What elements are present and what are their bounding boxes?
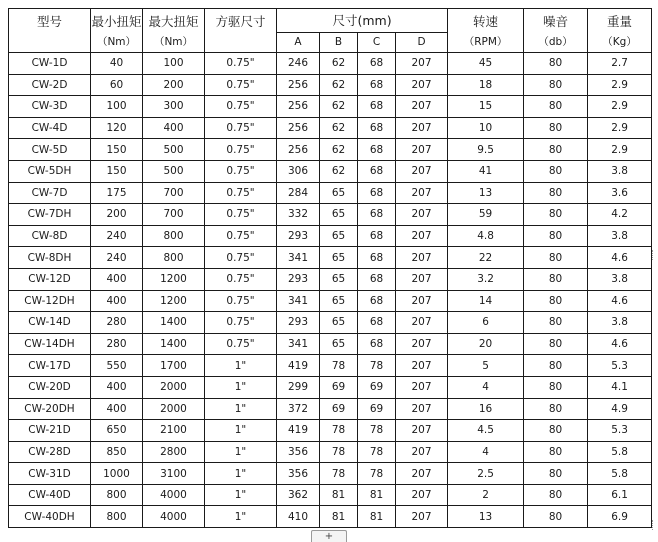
- cell-square-drive: 1": [205, 484, 277, 506]
- add-sheet-button[interactable]: [311, 530, 347, 542]
- cell-dim-b: 81: [320, 506, 358, 528]
- cell-dim-b: 62: [320, 160, 358, 182]
- header-dim-d: D: [396, 32, 448, 52]
- header-model: [9, 9, 91, 53]
- cell-model: CW-12D: [9, 268, 91, 290]
- cell-dim-c: 68: [358, 225, 396, 247]
- header-noise-unit: （db）: [538, 36, 573, 48]
- cell-dim-c: 68: [358, 96, 396, 118]
- cell-dim-d: 207: [396, 290, 448, 312]
- cell-weight: 3.8: [588, 268, 652, 290]
- cell-speed: 20: [448, 333, 524, 355]
- cell-dim-b: 78: [320, 463, 358, 485]
- cell-model: CW-40DH: [9, 506, 91, 528]
- cell-dim-d: 207: [396, 74, 448, 96]
- cell-square-drive: 0.75": [205, 160, 277, 182]
- cell-dim-a: 419: [277, 420, 320, 442]
- cell-dim-d: 207: [396, 160, 448, 182]
- cell-weight: 2.9: [588, 117, 652, 139]
- table-row: [9, 484, 652, 506]
- header-row-1: [9, 9, 652, 33]
- cell-dim-c: 81: [358, 506, 396, 528]
- cell-model: CW-14DH: [9, 333, 91, 355]
- cell-dim-c: 68: [358, 53, 396, 75]
- cell-max-torque: 1200: [143, 268, 205, 290]
- table-row: [9, 225, 652, 247]
- plus-icon: +: [324, 531, 334, 542]
- cell-model: CW-5D: [9, 139, 91, 161]
- cell-min-torque: 240: [91, 247, 143, 269]
- cell-dim-c: 68: [358, 312, 396, 334]
- cell-max-torque: 1700: [143, 355, 205, 377]
- cell-square-drive: 0.75": [205, 74, 277, 96]
- cell-max-torque: 800: [143, 225, 205, 247]
- cell-dim-b: 65: [320, 312, 358, 334]
- cell-max-torque: 2000: [143, 376, 205, 398]
- cell-dim-d: 207: [396, 117, 448, 139]
- cell-square-drive: 0.75": [205, 117, 277, 139]
- header-weight-unit: （Kg）: [602, 36, 637, 48]
- cell-noise: 80: [524, 376, 588, 398]
- cell-max-torque: 400: [143, 117, 205, 139]
- cell-min-torque: 40: [91, 53, 143, 75]
- table-row: [9, 268, 652, 290]
- table-row: [9, 398, 652, 420]
- cell-square-drive: 1": [205, 441, 277, 463]
- cell-max-torque: 4000: [143, 484, 205, 506]
- cell-speed: 10: [448, 117, 524, 139]
- cell-dim-d: 207: [396, 225, 448, 247]
- cell-dim-a: 356: [277, 463, 320, 485]
- cell-dim-a: 293: [277, 225, 320, 247]
- cell-dim-d: 207: [396, 312, 448, 334]
- cell-dim-a: 356: [277, 441, 320, 463]
- table-row: [9, 290, 652, 312]
- cell-dim-a: 332: [277, 204, 320, 226]
- cell-max-torque: 500: [143, 139, 205, 161]
- cell-dim-c: 78: [358, 420, 396, 442]
- cell-dim-d: 207: [396, 182, 448, 204]
- cell-model: CW-3D: [9, 96, 91, 118]
- cell-dim-b: 65: [320, 268, 358, 290]
- cell-noise: 80: [524, 268, 588, 290]
- cell-model: CW-40D: [9, 484, 91, 506]
- cell-dim-b: 69: [320, 376, 358, 398]
- cell-dim-d: 207: [396, 333, 448, 355]
- cell-model: CW-14D: [9, 312, 91, 334]
- cell-square-drive: 1": [205, 463, 277, 485]
- cell-square-drive: 0.75": [205, 333, 277, 355]
- cell-model: CW-31D: [9, 463, 91, 485]
- cell-speed: 3.2: [448, 268, 524, 290]
- cell-noise: 80: [524, 117, 588, 139]
- cell-weight: 5.8: [588, 463, 652, 485]
- table-row: [9, 441, 652, 463]
- table-body: [9, 53, 652, 528]
- cell-dim-b: 69: [320, 398, 358, 420]
- cell-noise: 80: [524, 420, 588, 442]
- cell-min-torque: 200: [91, 204, 143, 226]
- cell-noise: 80: [524, 139, 588, 161]
- cell-dim-a: 293: [277, 312, 320, 334]
- header-dim-b: B: [320, 32, 358, 52]
- cell-dim-a: 410: [277, 506, 320, 528]
- cell-dim-b: 78: [320, 441, 358, 463]
- cell-dim-a: 246: [277, 53, 320, 75]
- cell-model: CW-4D: [9, 117, 91, 139]
- header-dim-a: A: [277, 32, 320, 52]
- cell-square-drive: 1": [205, 398, 277, 420]
- cell-max-torque: 4000: [143, 506, 205, 528]
- table-row: [9, 117, 652, 139]
- cell-min-torque: 1000: [91, 463, 143, 485]
- cell-max-torque: 1200: [143, 290, 205, 312]
- cell-noise: 80: [524, 74, 588, 96]
- cell-dim-d: 207: [396, 463, 448, 485]
- cell-weight: 6.9: [588, 506, 652, 528]
- cell-square-drive: 0.75": [205, 139, 277, 161]
- cell-max-torque: 300: [143, 96, 205, 118]
- cell-weight: 3.8: [588, 160, 652, 182]
- cell-min-torque: 100: [91, 96, 143, 118]
- cell-min-torque: 280: [91, 333, 143, 355]
- cell-max-torque: 1400: [143, 312, 205, 334]
- cell-max-torque: 200: [143, 74, 205, 96]
- cell-speed: 14: [448, 290, 524, 312]
- window-edge-marker: [652, 250, 658, 260]
- cell-dim-b: 62: [320, 117, 358, 139]
- cell-dim-b: 62: [320, 139, 358, 161]
- cell-noise: 80: [524, 506, 588, 528]
- cell-dim-c: 69: [358, 376, 396, 398]
- cell-dim-b: 81: [320, 484, 358, 506]
- cell-noise: 80: [524, 204, 588, 226]
- cell-max-torque: 500: [143, 160, 205, 182]
- table-row: [9, 160, 652, 182]
- cell-model: CW-17D: [9, 355, 91, 377]
- cell-noise: 80: [524, 463, 588, 485]
- cell-min-torque: 400: [91, 290, 143, 312]
- cell-square-drive: 0.75": [205, 53, 277, 75]
- cell-speed: 18: [448, 74, 524, 96]
- cell-dim-b: 65: [320, 204, 358, 226]
- cell-max-torque: 3100: [143, 463, 205, 485]
- cell-model: CW-28D: [9, 441, 91, 463]
- table-row: [9, 312, 652, 334]
- cell-speed: 4: [448, 376, 524, 398]
- cell-dim-d: 207: [396, 139, 448, 161]
- cell-dim-c: 68: [358, 182, 396, 204]
- cell-speed: 5: [448, 355, 524, 377]
- cell-weight: 4.2: [588, 204, 652, 226]
- header-noise-label: 噪音: [543, 14, 569, 29]
- table-row: [9, 506, 652, 528]
- cell-weight: 2.7: [588, 53, 652, 75]
- cell-model: CW-7D: [9, 182, 91, 204]
- cell-max-torque: 2100: [143, 420, 205, 442]
- cell-dim-b: 65: [320, 333, 358, 355]
- cell-dim-c: 68: [358, 139, 396, 161]
- cell-dim-c: 68: [358, 117, 396, 139]
- cell-noise: 80: [524, 441, 588, 463]
- cell-model: CW-2D: [9, 74, 91, 96]
- header-min-torque-label: 最小扭矩: [91, 14, 142, 29]
- header-weight: [588, 9, 652, 53]
- header-max-torque-unit: （Nm）: [153, 36, 194, 48]
- cell-min-torque: 650: [91, 420, 143, 442]
- cell-dim-c: 81: [358, 484, 396, 506]
- cell-dim-c: 78: [358, 463, 396, 485]
- cell-dim-a: 341: [277, 290, 320, 312]
- cell-dim-c: 78: [358, 441, 396, 463]
- cell-weight: 5.3: [588, 355, 652, 377]
- header-square-drive: [205, 9, 277, 53]
- cell-dim-a: 306: [277, 160, 320, 182]
- cell-dim-a: 341: [277, 333, 320, 355]
- table-row: [9, 355, 652, 377]
- cell-min-torque: 400: [91, 268, 143, 290]
- table-row: [9, 463, 652, 485]
- cell-min-torque: 800: [91, 506, 143, 528]
- cell-speed: 4.5: [448, 420, 524, 442]
- cell-dim-d: 207: [396, 484, 448, 506]
- cell-dim-a: 293: [277, 268, 320, 290]
- window-edge-marker: [652, 520, 658, 530]
- cell-max-torque: 2800: [143, 441, 205, 463]
- cell-dim-d: 207: [396, 268, 448, 290]
- header-speed-unit: （RPM）: [463, 36, 508, 48]
- table-header: [9, 9, 652, 53]
- cell-speed: 16: [448, 398, 524, 420]
- header-square-drive-label: 方驱尺寸: [215, 14, 266, 29]
- cell-noise: 80: [524, 96, 588, 118]
- cell-dim-b: 65: [320, 182, 358, 204]
- cell-dim-a: 299: [277, 376, 320, 398]
- cell-model: CW-20D: [9, 376, 91, 398]
- table-row: [9, 333, 652, 355]
- cell-dim-c: 68: [358, 160, 396, 182]
- cell-dim-b: 65: [320, 247, 358, 269]
- header-speed-label: 转速: [473, 14, 499, 29]
- cell-weight: 5.8: [588, 441, 652, 463]
- cell-noise: 80: [524, 225, 588, 247]
- cell-weight: 2.9: [588, 139, 652, 161]
- cell-square-drive: 0.75": [205, 290, 277, 312]
- cell-weight: 4.9: [588, 398, 652, 420]
- cell-speed: 2: [448, 484, 524, 506]
- cell-dim-c: 68: [358, 268, 396, 290]
- cell-noise: 80: [524, 290, 588, 312]
- cell-dim-c: 68: [358, 290, 396, 312]
- cell-dim-c: 68: [358, 204, 396, 226]
- cell-dim-b: 62: [320, 53, 358, 75]
- cell-min-torque: 550: [91, 355, 143, 377]
- cell-dim-b: 78: [320, 355, 358, 377]
- cell-min-torque: 150: [91, 139, 143, 161]
- table-row: [9, 204, 652, 226]
- cell-square-drive: 0.75": [205, 96, 277, 118]
- cell-noise: 80: [524, 333, 588, 355]
- cell-noise: 80: [524, 160, 588, 182]
- cell-weight: 4.6: [588, 290, 652, 312]
- cell-model: CW-1D: [9, 53, 91, 75]
- cell-dim-d: 207: [396, 506, 448, 528]
- cell-dim-b: 65: [320, 225, 358, 247]
- cell-weight: 6.1: [588, 484, 652, 506]
- cell-max-torque: 100: [143, 53, 205, 75]
- header-model-label: 型号: [36, 14, 62, 29]
- header-min-torque: [91, 9, 143, 53]
- cell-speed: 22: [448, 247, 524, 269]
- table-row: [9, 182, 652, 204]
- cell-noise: 80: [524, 355, 588, 377]
- cell-square-drive: 1": [205, 376, 277, 398]
- cell-speed: 4.8: [448, 225, 524, 247]
- header-dimensions: 尺寸(mm): [277, 9, 448, 33]
- cell-weight: 3.8: [588, 312, 652, 334]
- cell-dim-a: 256: [277, 96, 320, 118]
- cell-dim-a: 372: [277, 398, 320, 420]
- cell-weight: 4.6: [588, 247, 652, 269]
- header-dim-c: C: [358, 32, 396, 52]
- cell-max-torque: 700: [143, 204, 205, 226]
- header-weight-label: 重量: [607, 14, 633, 29]
- cell-dim-c: 68: [358, 74, 396, 96]
- cell-square-drive: 0.75": [205, 268, 277, 290]
- cell-model: CW-8DH: [9, 247, 91, 269]
- cell-min-torque: 150: [91, 160, 143, 182]
- cell-weight: 3.8: [588, 225, 652, 247]
- header-noise: [524, 9, 588, 53]
- cell-max-torque: 700: [143, 182, 205, 204]
- cell-dim-a: 256: [277, 117, 320, 139]
- cell-dim-d: 207: [396, 53, 448, 75]
- cell-dim-d: 207: [396, 96, 448, 118]
- cell-speed: 15: [448, 96, 524, 118]
- cell-noise: 80: [524, 312, 588, 334]
- header-max-torque: [143, 9, 205, 53]
- cell-dim-a: 362: [277, 484, 320, 506]
- cell-min-torque: 400: [91, 376, 143, 398]
- cell-noise: 80: [524, 53, 588, 75]
- cell-square-drive: 1": [205, 420, 277, 442]
- cell-min-torque: 175: [91, 182, 143, 204]
- cell-speed: 2.5: [448, 463, 524, 485]
- cell-speed: 45: [448, 53, 524, 75]
- cell-dim-b: 78: [320, 420, 358, 442]
- cell-weight: 2.9: [588, 96, 652, 118]
- cell-min-torque: 800: [91, 484, 143, 506]
- cell-speed: 6: [448, 312, 524, 334]
- cell-speed: 9.5: [448, 139, 524, 161]
- cell-dim-b: 62: [320, 96, 358, 118]
- table-row: [9, 139, 652, 161]
- header-min-torque-unit: （Nm）: [96, 36, 137, 48]
- cell-dim-d: 207: [396, 355, 448, 377]
- cell-dim-c: 78: [358, 355, 396, 377]
- cell-dim-b: 62: [320, 74, 358, 96]
- cell-weight: 2.9: [588, 74, 652, 96]
- cell-min-torque: 240: [91, 225, 143, 247]
- cell-min-torque: 400: [91, 398, 143, 420]
- cell-model: CW-7DH: [9, 204, 91, 226]
- cell-dim-d: 207: [396, 398, 448, 420]
- cell-square-drive: 1": [205, 355, 277, 377]
- cell-dim-d: 207: [396, 204, 448, 226]
- cell-weight: 4.1: [588, 376, 652, 398]
- cell-square-drive: 0.75": [205, 247, 277, 269]
- cell-model: CW-21D: [9, 420, 91, 442]
- cell-model: CW-8D: [9, 225, 91, 247]
- cell-square-drive: 0.75": [205, 182, 277, 204]
- cell-dim-a: 341: [277, 247, 320, 269]
- cell-dim-b: 65: [320, 290, 358, 312]
- cell-model: CW-5DH: [9, 160, 91, 182]
- table-row: [9, 74, 652, 96]
- cell-model: CW-12DH: [9, 290, 91, 312]
- cell-speed: 59: [448, 204, 524, 226]
- cell-noise: 80: [524, 182, 588, 204]
- cell-speed: 13: [448, 182, 524, 204]
- cell-dim-a: 419: [277, 355, 320, 377]
- cell-dim-c: 68: [358, 247, 396, 269]
- cell-dim-c: 68: [358, 333, 396, 355]
- table-row: [9, 376, 652, 398]
- cell-speed: 13: [448, 506, 524, 528]
- spec-table: [8, 8, 652, 528]
- header-max-torque-label: 最大扭矩: [148, 14, 199, 29]
- cell-square-drive: 0.75": [205, 225, 277, 247]
- cell-dim-c: 69: [358, 398, 396, 420]
- cell-dim-d: 207: [396, 376, 448, 398]
- cell-dim-d: 207: [396, 441, 448, 463]
- cell-min-torque: 850: [91, 441, 143, 463]
- cell-noise: 80: [524, 484, 588, 506]
- cell-min-torque: 280: [91, 312, 143, 334]
- cell-weight: 3.6: [588, 182, 652, 204]
- table-row: [9, 420, 652, 442]
- cell-dim-d: 207: [396, 420, 448, 442]
- table-row: [9, 96, 652, 118]
- cell-square-drive: 0.75": [205, 204, 277, 226]
- cell-dim-a: 256: [277, 139, 320, 161]
- cell-square-drive: 0.75": [205, 312, 277, 334]
- cell-square-drive: 1": [205, 506, 277, 528]
- cell-min-torque: 60: [91, 74, 143, 96]
- header-speed: [448, 9, 524, 53]
- cell-max-torque: 2000: [143, 398, 205, 420]
- cell-speed: 4: [448, 441, 524, 463]
- cell-weight: 4.6: [588, 333, 652, 355]
- cell-weight: 5.3: [588, 420, 652, 442]
- cell-max-torque: 1400: [143, 333, 205, 355]
- table-row: [9, 247, 652, 269]
- cell-dim-a: 284: [277, 182, 320, 204]
- cell-noise: 80: [524, 398, 588, 420]
- cell-model: CW-20DH: [9, 398, 91, 420]
- cell-dim-a: 256: [277, 74, 320, 96]
- cell-dim-d: 207: [396, 247, 448, 269]
- cell-max-torque: 800: [143, 247, 205, 269]
- cell-noise: 80: [524, 247, 588, 269]
- table-row: [9, 53, 652, 75]
- cell-speed: 41: [448, 160, 524, 182]
- cell-min-torque: 120: [91, 117, 143, 139]
